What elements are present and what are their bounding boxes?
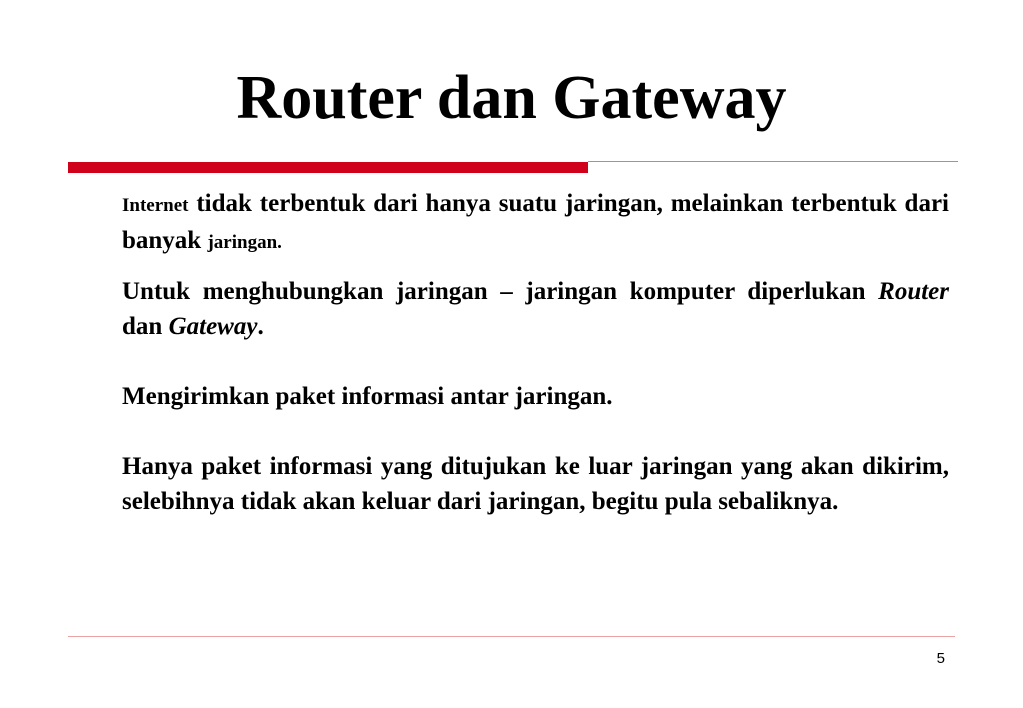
slide-body: [122, 186, 949, 519]
jaringan-term: jaringan.: [207, 232, 282, 253]
paragraph-internet-text: tidak terbentuk dari hanya suatu jaringan, melainkan terbentuk dari banyak: [122, 190, 949, 254]
paragraph-router-gateway: [122, 274, 949, 344]
paragraph-packet-filter: Hanya paket informasi yang ditujukan ke luar jaringan yang akan dikirim, selebihnya tidak akan keluar dari jaringan, begitu pula sebaliknya.: [122, 453, 949, 515]
footer-divider: [68, 636, 955, 637]
router-term: Router: [878, 278, 949, 305]
gateway-term: Gateway: [168, 313, 258, 340]
internet-term: Internet: [122, 195, 189, 216]
slide-title: Router dan Gateway: [236, 64, 787, 132]
dan-text: dan: [122, 313, 169, 340]
period-text: .: [257, 313, 264, 340]
title-underline-thick: [68, 162, 588, 173]
page-number: 5: [936, 650, 945, 667]
title-underline-thin: [588, 161, 958, 162]
paragraph-send-packets: Mengirimkan paket informasi antar jaringan.: [122, 383, 613, 410]
paragraph-router-gateway-text: Untuk menghubungkan jaringan – jaringan komputer diperlukan: [122, 278, 879, 305]
paragraph-internet: [122, 186, 949, 260]
